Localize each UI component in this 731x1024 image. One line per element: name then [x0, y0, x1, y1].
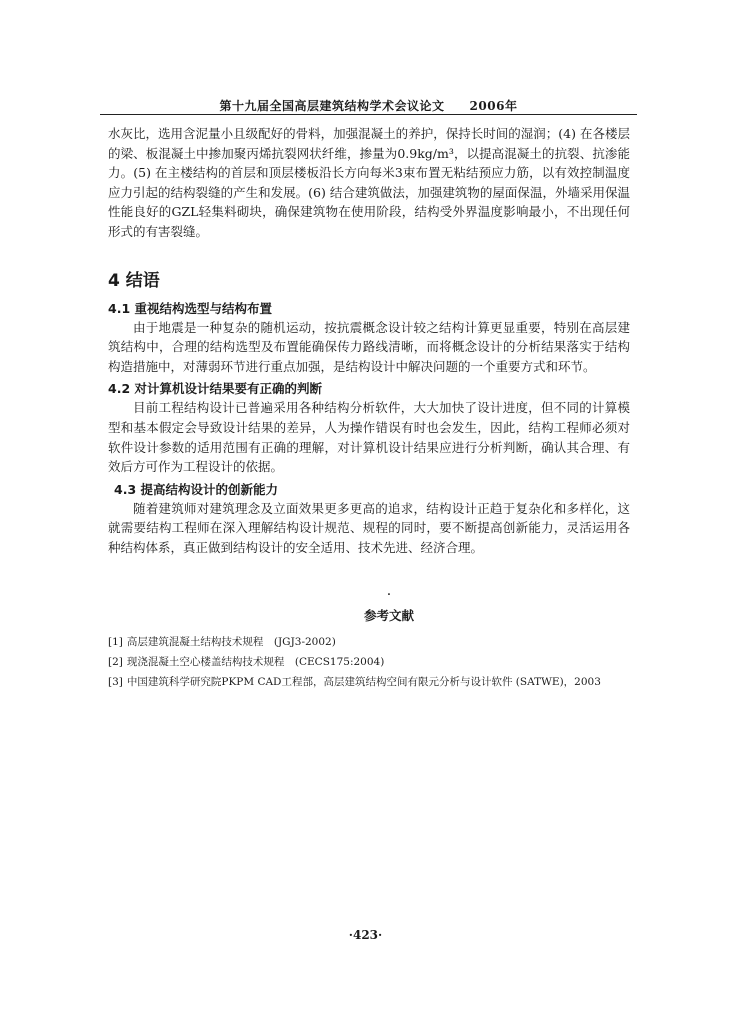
header-rule: [100, 114, 637, 115]
page-number: ·423·: [348, 928, 383, 942]
subsection-4-3-text: 随着建筑师对建筑理念及立面效果更多更高的追求，结构设计正趋于复杂化和多样化，这就需要结构工程师在深入理解结构设计规范、规程的同时，要不断提高创新能力，灵活运用各种结构体系，真正做到结构设计的安全适用、技术先进、经济合理。: [108, 500, 630, 555]
subsection-4-2-title: 4.2 对计算机设计结果要有正确的判断: [108, 381, 322, 397]
reference-item: [108, 652, 630, 672]
reference-item: [108, 632, 630, 652]
reference-number: [3]: [108, 675, 123, 688]
reference-text: 中国建筑科学研究院PKPM CAD工程部，高层建筑结构空间有限元分析与设计软件 (SATWE)，2003: [126, 675, 601, 688]
reference-number: [1]: [108, 635, 123, 648]
references-list: [108, 632, 630, 692]
intro-paragraph: 水灰比，选用含泥量小且级配好的骨料，加强混凝土的养护，保持长时间的湿润；(4) 在各楼层的梁、板混凝土中掺加聚丙烯抗裂网状纤维，掺量为0.9kg/m³，以提高混凝土的抗裂、抗渗能力。(5) 在主楼结构的首层和顶层楼板沿长方向每米3束布置无粘结预应力筋，以有效控制温度应力引起的结构裂缝的产生和发展。(6) 结合建筑做法，加强建筑物的屋面保温，外墙采用保温性能良好的GZL轻集料砌块，确保建筑物在使用阶段，结构受外界温度影响最小，不出现任何形式的有害裂缝。: [108, 126, 630, 239]
running-header: 第十九届全国高层建筑结构学术会议论文 2006年: [219, 99, 518, 113]
section-separator-dot: ·: [386, 586, 392, 603]
subsection-4-1-text: 由于地震是一种复杂的随机运动，按抗震概念设计较之结构计算更显重要，特别在高层建筑结构中，合理的结构选型及布置能确保传力路线清晰，而将概念设计的分析结果落实于结构构造措施中，对薄弱环节进行重点加强，是结构设计中解决问题的一个重要方式和环节。: [108, 319, 630, 374]
reference-item: [108, 672, 630, 692]
subsection-4-2-text: 目前工程结构设计已普遍采用各种结构分析软件，大大加快了设计进度，但不同的计算模型和基本假定会导致设计结果的差异，人为操作错误有时也会发生，因此，结构工程师必须对软件设计参数的适用范围有正确的理解，对计算机设计结果应进行分析判断，确认其合理、有效后方可作为工程设计的依据。: [108, 400, 630, 475]
references-title: 参考文献: [363, 607, 414, 623]
reference-number: [2]: [108, 655, 123, 668]
section-4-title: 4 结语: [108, 270, 160, 291]
subsection-4-3-title: 4.3 提高结构设计的创新能力: [114, 481, 278, 497]
reference-text: 现浇混凝土空心楼盖结构技术规程 (CECS175:2004): [126, 655, 385, 668]
subsection-4-1-title: 4.1 重视结构选型与结构布置: [108, 300, 272, 316]
reference-text: 高层建筑混凝土结构技术规程 (JGJ3-2002): [126, 635, 336, 648]
body-content: [108, 124, 630, 692]
